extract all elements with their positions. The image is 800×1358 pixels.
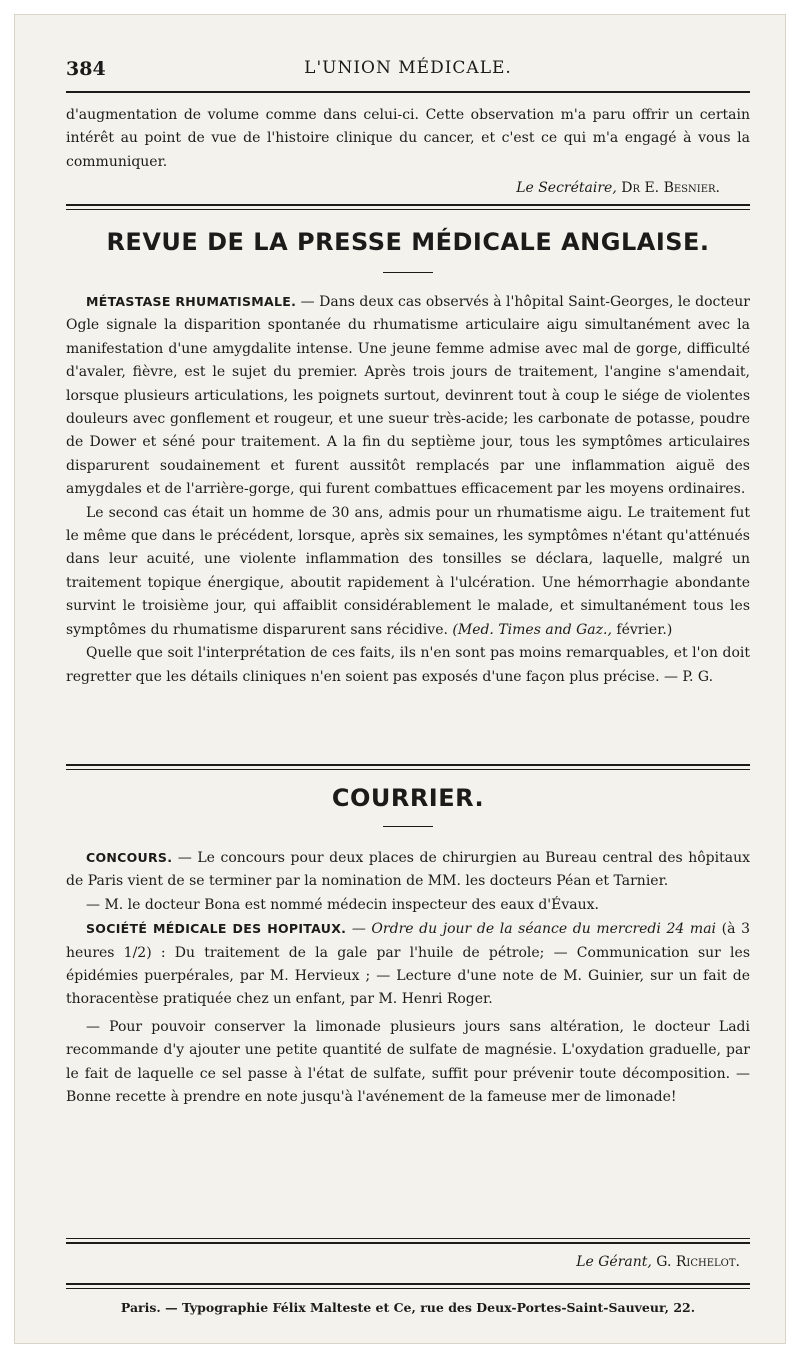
gerant-name: G. Richelot. [656, 1254, 740, 1270]
revue-paragraph-1 [66, 290, 750, 502]
intro-paragraph: d'augmentation de volume comme dans celui-ci. Cette observation m'a paru offrir un certain intérêt au point de vue de l'histoire clinique du cancer, et c'est ce qui m'a engagé à vous la communiquer. [66, 107, 750, 170]
revue-paragraph-3: Quelle que soit l'interprétation de ces faits, ils n'en sont pas moins remarquables, et l'on doit regretter que les détails cliniques n'en soient pas exposés d'une façon plus précise. — P. G. [66, 645, 750, 685]
signature-name: Dr E. Besnier. [621, 180, 720, 197]
bona-paragraph: — M. le docteur Bona est nommé médecin inspecteur des eaux d'Évaux. [86, 896, 599, 913]
revue-body [66, 290, 750, 689]
courrier-rule-top-a [66, 764, 750, 766]
metastase-text: — Dans deux cas observés à l'hôpital Saint-Georges, le docteur Ogle signale la disparition spontanée du rhumatisme articulaire aigu simultanément avec la manifestation d'une amygdalite intense. Une jeune femme admise avec mal de gorge, difficulté d'avaler, fièvre, est le sujet du premier. Après trois jours de traitement, l'angine s'amendait, lorsque plusieurs articulations, les poignets surtout, devinrent tout à coup le siége de violentes douleurs avec gonflement et rougeur, et une sueur très-acide; les carbonate de potasse, poudre de Dower et séné pour traitement. A la fin du septième jour, tous les symptômes articulaires disparurent soudainement et furent aussitôt remplacés par une inflammation aiguë des amygdales et de l'arrière-gorge, qui furent combattues efficacement par les moyens ordinaires. [66, 294, 750, 498]
page-number: 384 [66, 58, 106, 80]
courrier-rule-top-b [66, 769, 750, 770]
signature-role: Le Secrétaire, [516, 180, 617, 197]
concours-paragraph [66, 846, 750, 894]
second-case-text: Le second cas était un homme de 30 ans, admis pour un rhumatisme aigu. Le traitement fut le même que dans le précédent, lorsque, après six semaines, les symptômes n'étant qu'atténués dans leur acuité, une violente inflammation des tonsilles se déclara, laquelle, malgré un traitement topique énergique, aboutit rapidement à l'ulcération. Une hémorrhagie abondante survint le troisième jour, qui affaiblit considérablement le malade, et simultanément tous les symptômes du rhumatisme disparurent sans récidive. [66, 504, 750, 638]
footer-rule-a [66, 1238, 750, 1239]
courrier-title-underline [383, 826, 433, 827]
courrier-title: COURRIER. [331, 784, 485, 812]
revue-section [66, 228, 750, 256]
concours-lead: CONCOURS. [86, 850, 173, 865]
societe-text: (à 3 heures 1/2) : Du traitement de la gale par l'huile de pétrole; — Communication sur les épidémies puerpérales, par M. Hervieux ; — Lecture d'une note de M. Guinier, sur un fait de thoracentèse pratiquée chez un enfant, par M. Henri Roger. [66, 921, 750, 1008]
imprint-rule-a [66, 1283, 750, 1285]
header-rule [66, 91, 750, 93]
courrier-section [66, 784, 750, 812]
revue-paragraph-2 [66, 502, 750, 642]
journal-reference: (Med. Times and Gaz., [452, 621, 612, 638]
societe-paragraph [66, 917, 750, 1012]
societe-order: — Ordre du jour de la séance du mercredi 24 mai [351, 921, 717, 938]
imprint-rule-b [66, 1288, 750, 1289]
revue-title: REVUE DE LA PRESSE MÉDICALE ANGLAISE. [106, 228, 710, 256]
limonade-paragraph: — Pour pouvoir conserver la limonade plusieurs jours sans altération, le docteur Ladi recommande d'y ajouter une petite quantité de sulfate de magnésie. L'oxydation graduelle, par le fait de laquelle ce sel passe à l'état de sulfate, suffit pour prévenir toute décomposition. — Bonne recette à prendre en note jusqu'à l'avénement de la fameuse mer de limonade! [66, 1018, 750, 1106]
gerant-signature [66, 1254, 750, 1270]
societe-lead: SOCIÉTÉ MÉDICALE DES HOPITAUX. [86, 921, 347, 937]
metastase-lead: MÉTASTASE RHUMATISMALE. [86, 294, 297, 309]
intro-block [66, 104, 750, 200]
footer-rule-b [66, 1242, 750, 1244]
journal-month: février.) [616, 621, 673, 638]
section-rule-top-b [66, 209, 750, 210]
running-head: L'UNION MÉDICALE. [304, 58, 512, 78]
section-rule-top-a [66, 204, 750, 206]
concours-text: — Le concours pour deux places de chirurgien au Bureau central des hôpitaux de Paris vient de se terminer par la nomination de MM. les docteurs Péan et Tarnier. [66, 850, 750, 890]
intro-signature [66, 176, 750, 200]
printer-imprint: Paris. — Typographie Félix Malteste et Ce, rue des Deux-Portes-Saint-Sauveur, 22. [120, 1300, 696, 1315]
page-header [66, 52, 750, 82]
gerant-role: Le Gérant, [576, 1254, 652, 1270]
revue-title-underline [383, 272, 433, 273]
courrier-body [66, 846, 750, 1109]
